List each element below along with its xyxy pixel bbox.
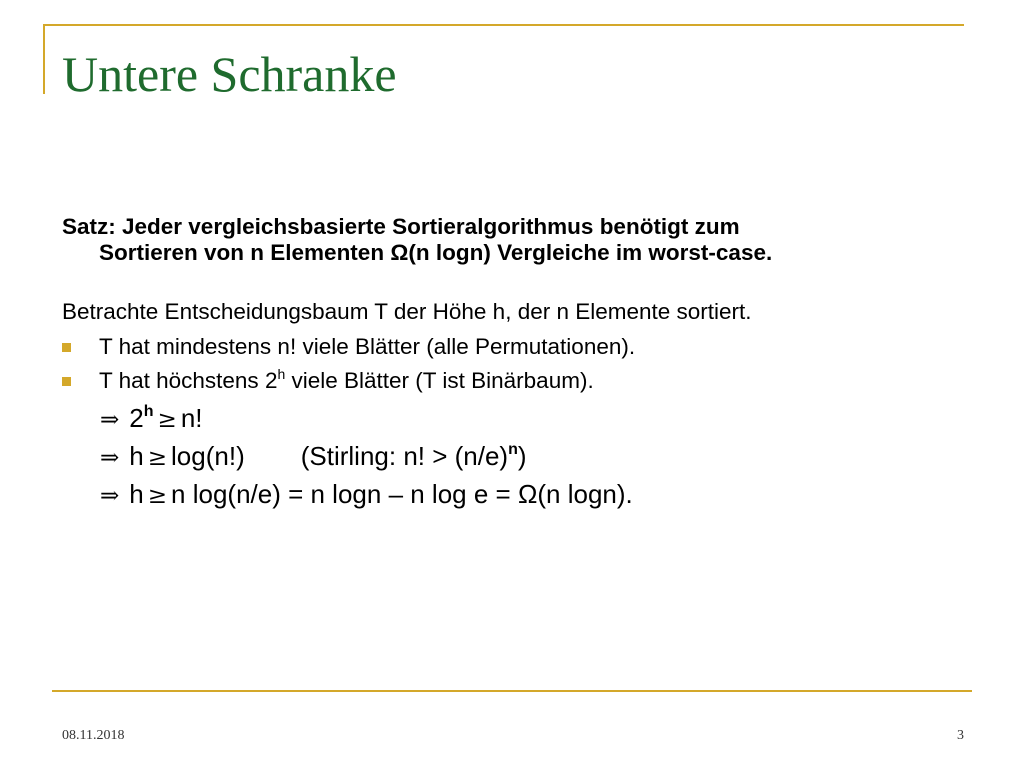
exponent: h bbox=[277, 366, 286, 382]
bullet-item bbox=[62, 364, 962, 398]
footer-date: 08.11.2018 bbox=[62, 728, 125, 743]
implies-arrow-icon: ⇒ bbox=[100, 407, 120, 433]
square-bullet-icon bbox=[62, 343, 71, 352]
implies-arrow-icon: ⇒ bbox=[100, 483, 120, 509]
stirling-note: (Stirling: n! > (n/e) bbox=[300, 441, 509, 471]
theorem bbox=[62, 214, 962, 266]
theorem-line-1: Satz: Jeder vergleichsbasierte Sortieralgorithmus benötigt zum bbox=[62, 214, 740, 239]
frame-left-rule bbox=[43, 24, 45, 94]
theorem-line-2-post: (n logn) Vergleiche im worst-case. bbox=[408, 240, 773, 265]
rhs: n! bbox=[180, 403, 203, 433]
theorem-line-2-pre: Sortieren von n Elementen bbox=[99, 240, 391, 265]
lhs: h bbox=[129, 479, 144, 509]
geq-symbol: ≥ bbox=[147, 483, 168, 509]
exponent: n bbox=[508, 441, 518, 458]
geq-symbol: ≥ bbox=[147, 445, 168, 471]
bullet-text-post: viele Blätter (T ist Binärbaum). bbox=[285, 368, 594, 393]
stirling-note-end: ) bbox=[517, 441, 527, 471]
bullet-text: T hat mindestens n! viele Blätter (alle Permutationen). bbox=[99, 334, 636, 359]
frame-top-rule bbox=[43, 24, 964, 26]
geq-symbol: ≥ bbox=[157, 407, 177, 433]
footer-rule bbox=[52, 690, 972, 692]
implies-arrow-icon: ⇒ bbox=[100, 445, 120, 471]
exponent: h bbox=[143, 403, 154, 420]
derivation-line bbox=[100, 400, 962, 438]
page-number: 3 bbox=[957, 728, 964, 743]
bullet-item bbox=[62, 330, 962, 364]
square-bullet-icon bbox=[62, 377, 71, 386]
rhs: n log(n/e) = n logn – n log e = bbox=[171, 479, 518, 509]
rhs: log(n!) bbox=[171, 441, 245, 471]
omega-symbol: Ω bbox=[517, 479, 538, 509]
lhs: h bbox=[129, 441, 144, 471]
derivation bbox=[100, 400, 962, 514]
omega-symbol: Ω bbox=[390, 240, 409, 265]
slide-title: Untere Schranke bbox=[62, 46, 397, 102]
bullet-list bbox=[62, 330, 962, 398]
rhs-end: (n logn). bbox=[537, 479, 633, 509]
bullet-text-pre: T hat höchstens 2 bbox=[99, 368, 278, 393]
lhs: 2 bbox=[129, 403, 144, 433]
intro-text: Betrachte Entscheidungsbaum T der Höhe h, der n Elemente sortiert. bbox=[62, 299, 752, 324]
derivation-line bbox=[100, 438, 962, 476]
slide-content bbox=[62, 214, 962, 514]
bullet-text bbox=[99, 368, 594, 393]
derivation-line bbox=[100, 476, 962, 514]
